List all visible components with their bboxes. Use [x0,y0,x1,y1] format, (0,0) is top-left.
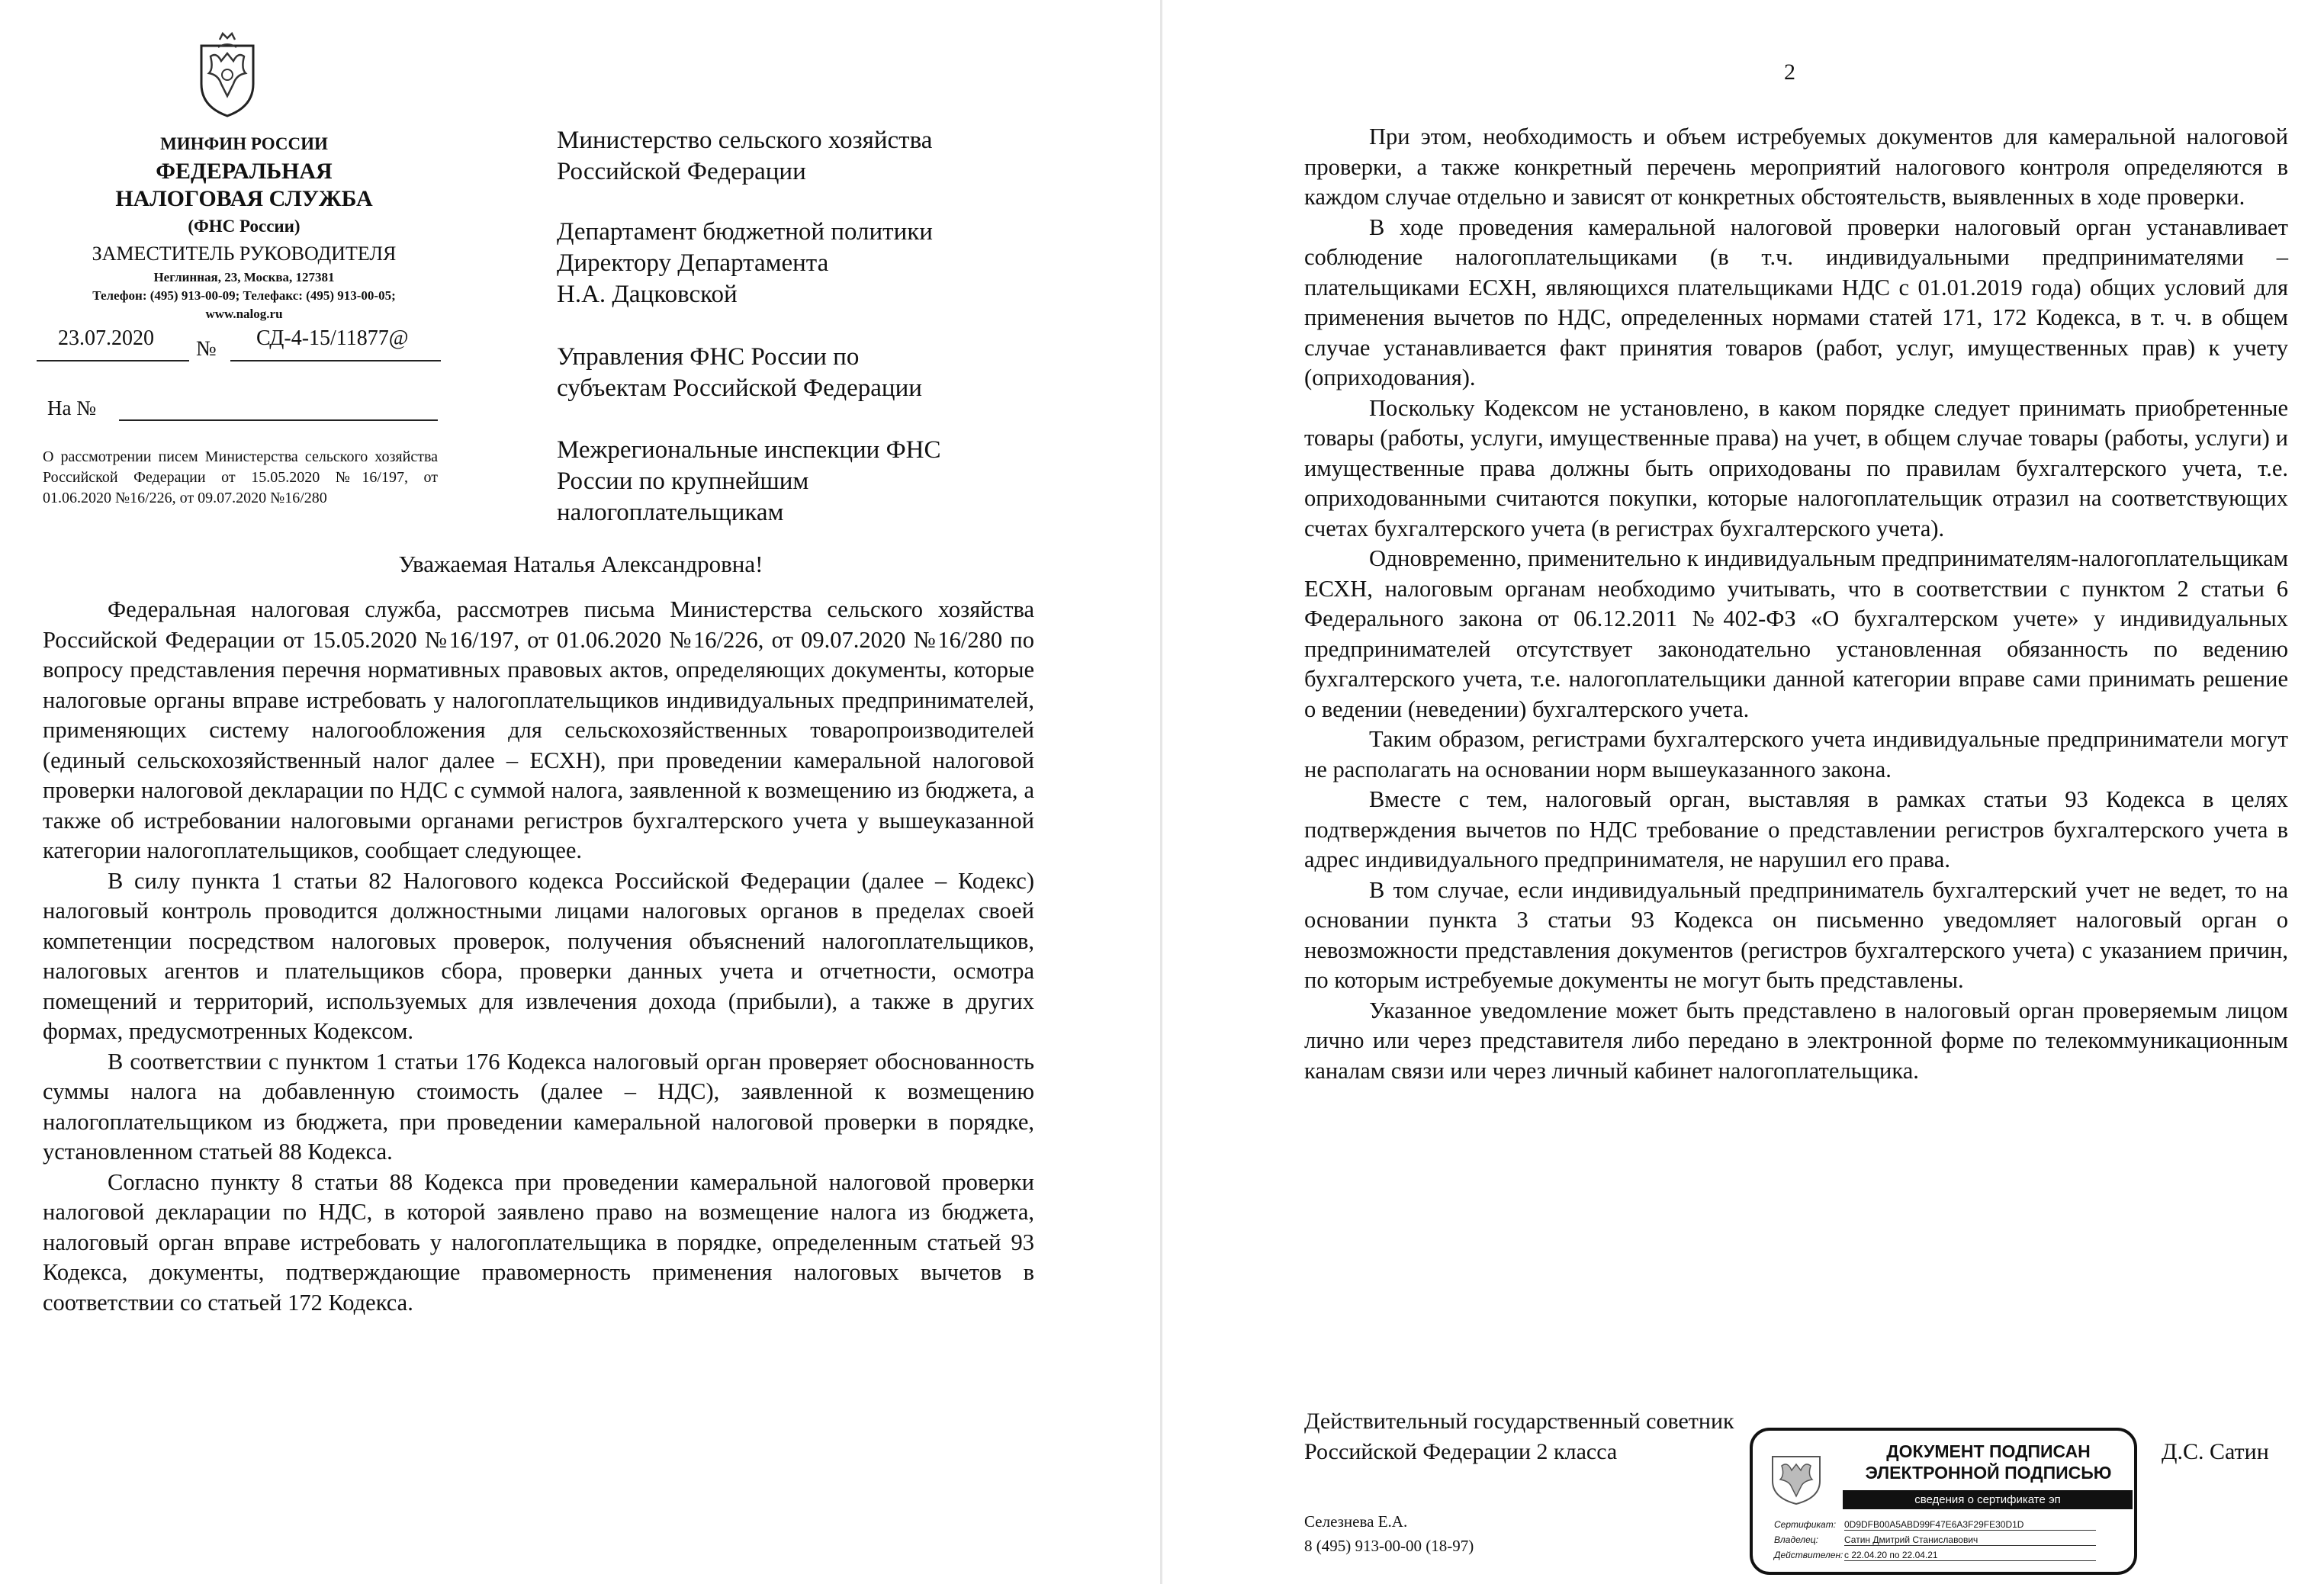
signer-name: Д.С. Сатин [2162,1439,2269,1464]
page-number: 2 [1784,59,1795,85]
paragraph: Таким образом, регистрами бухгалтерского учета индивидуальные предприниматели могут не располагать на основании норм вышеуказанного закона. [1304,726,2288,782]
addressee-interregional-inspections: Межрегиональные инспекции ФНС России по крупнейшим налогоплательщикам [557,436,941,526]
paragraph: В том случае, если индивидуальный предприниматель бухгалтерский учет не ведет, то на основании пункта 3 статьи 93 Кодекса он письменно уведомляет налоговый орган о невозможности представления документов (регистров бухгалтерского учета) с указанием причин, по которым истребуемые документы не могут быть представлены. [1304,876,2288,993]
electronic-signature-stamp [1750,1428,2137,1575]
letter-page-2 [1162,0,2324,1584]
paragraph: Вместе с тем, налоговый орган, выставляя в рамках статьи 93 Кодекса в целях подтверждения вычетов по НДС требование о представлении регистров бухгалтерского учета в адрес индивидуального предпринимателя, не нарушил его права. [1304,786,2288,872]
service-address: Неглинная, 23, Москва, 127381 [153,270,335,284]
executor-name: Селезнева Е.А. [1304,1512,1408,1531]
letter-number: СД-4-15/11877@ [256,326,409,350]
reference-label: На № [47,397,96,419]
stamp-title-line1: ДОКУМЕНТ ПОДПИСАН [1886,1441,2091,1461]
paragraph: Поскольку Кодексом не установлено, в каком порядке следует принимать приобретенные товары (работы, услуги, имущественные права) на учет, в общем случае товары (работы, услуги) и имущественные права должны быть оприходованы по правилам бухгалтерского учета, т.е. оприходованными считаются покупки, которые налогоплательщик отразил на соответствующих счетах бухгалтерского учета (в регистрах бухгалтерского учета). [1304,394,2288,541]
paragraph: Федеральная налоговая служба, рассмотрев письма Министерства сельского хозяйства Российской Федерации от 15.05.2020 №16/197, от 01.06.2020 №16/226, от 09.07.2020 №16/280 по вопросу представления перечня нормативных правовых актов, определяющих документы, которые налоговые органы вправе истребовать у налогоплательщиков индивидуальных предпринимателей, применяющих систему налогообложения для сельскохозяйственных товаропроизводителей (единый сельскохозяйственный налог далее – ЕСХН), при проведении камеральной налоговой проверки налоговой декларации по НДС с суммой налога, заявленной к возмещению из бюджета, а также об истребовании налоговыми органами регистров бухгалтерского учета у вышеуказанной категории налогоплательщиков, сообщает следующее. [43,596,1034,863]
executor-phone: 8 (495) 913-00-00 (18-97) [1304,1537,1474,1555]
paragraph: В ходе проведения камеральной налоговой проверки налоговый орган устанавливает соблюдение налогоплательщиками (в т.ч. индивидуальными предпринимателями – плательщиками ЕСХН, являющихся плательщиками НДС с 01.01.2019 года) общих условий для применения вычетов по НДС, определенных нормами статей 171, 172 Кодекса, в т. ч. в общем случае устанавливается факт принятия товаров (работ, услуг, имущественных прав) к учету (оприходования). [1304,214,2288,390]
addressee-fns-regional: Управления ФНС России по субъектам Российской Федерации [557,343,922,402]
stamp-owner-row: Владелец: Сатин Дмитрий Станиславович [1774,1534,2096,1546]
service-name-line1: ФЕДЕРАЛЬНАЯ [156,159,333,184]
paragraph: Одновременно, применительно к индивидуальным предпринимателям-налогоплательщикам ЕСХН, налоговым органам необходимо учитывать, что в соответствии с пунктом 2 статьи 6 Федерального закона от 06.12.2011 №402-ФЗ «О бухгалтерском учете» у индивидуальных предпринимателей отсутствует законодательно установленная обязанность по ведению бухгалтерского учета, т.е. налогоплательщики данной категории вправе сами принимать решение о ведении (неведении) бухгалтерского учета. [1304,545,2288,722]
letter-body-page-1 [43,595,1034,1318]
stamp-validity-row: Действителен: с 22.04.20 по 22.04.21 [1774,1550,2096,1561]
paragraph: Согласно пункту 8 статьи 88 Кодекса при проведении камеральной налоговой проверки налоговой декларации по НДС, в которой заявлено право на возмещение налога из бюджета, налоговый орган вправе истребовать у налогоплательщика в порядке, определенным статьей 93 Кодекса, документы, подтверждающие правомерность применения налоговых вычетов в соответствии со статьей 172 Кодекса. [43,1168,1034,1316]
emblem-stamp-icon [1766,1446,1826,1507]
letter-body-page-2 [1304,122,2288,1086]
number-underline [230,360,441,361]
paragraph: В силу пункта 1 статьи 82 Налогового кодекса Российской Федерации (далее – Кодекс) налоговый контроль проводится должностными лицами налоговых органов в пределах своей компетенции посредством налоговых проверок, получения объяснений налогоплательщиков, налоговых агентов и плательщиков сбора, проверки данных учета и отчетности, осмотра помещений и территорий, используемых для извлечения дохода (прибыли), а также в других формах, предусмотренных Кодексом. [43,867,1034,1044]
signer-title: Действительный государственный советник Российской Федерации 2 класса [1304,1409,1734,1464]
stamp-certificate-row: Сертификат: 0D9DFB00A5ABD99F47E6A3F29FE30D1D [1774,1519,2096,1531]
paragraph: Указанное уведомление может быть представлено в налоговый орган проверяемым лицом лично или через представителя либо передано в электронной форме по телекоммуникационным каналам связи или через личный кабинет налогоплательщика. [1304,997,2288,1084]
service-phones: Телефон: (495) 913-00-09; Телефакс: (495) 913-00-05; [92,288,396,303]
number-label: № [196,337,217,361]
service-abbreviation: (ФНС России) [188,217,301,236]
letter-date: 23.07.2020 [58,326,154,350]
russian-emblem-icon [195,31,259,119]
ministry-name: МИНФИН РОССИИ [160,134,328,153]
service-name-line2: НАЛОГОВАЯ СЛУЖБА [115,186,373,211]
addressee-budget-department: Департамент бюджетной политики Директору Департамента Н.А. Дацковской [557,218,933,308]
paragraph: При этом, необходимость и объем истребуемых документов для камеральной налоговой проверки, а также конкретный перечень мероприятий налогового контроля определяются в каждом случае отдельно и зависят от конкретных обстоятельств, выявленных в ходе проверки. [1304,124,2288,210]
addressee-agriculture-ministry: Министерство сельского хозяйства Российской Федерации [557,127,933,185]
stamp-title-line2: ЭЛЕКТРОННОЙ ПОДПИСЬЮ [1865,1463,2112,1483]
position-title: ЗАМЕСТИТЕЛЬ РУКОВОДИТЕЛЯ [92,243,397,265]
reference-underline [119,419,438,421]
letter-subject: О рассмотрении писем Министерства сельского хозяйства Российской Федерации от 15.05.2020 №16/197, от 01.06.2020 №16/226, от 09.07.2020 №16/280 [43,448,438,506]
stamp-certificate-bar: сведения о сертификате эп [1843,1490,2133,1509]
date-underline [37,360,189,361]
greeting: Уважаемая Наталья Александровна! [398,551,763,577]
service-website: www.nalog.ru [205,307,283,321]
paragraph: В соответствии с пунктом 1 статьи 176 Кодекса налоговый орган проверяет обоснованность суммы налога на добавленную стоимость (далее – НДС), заявленной к возмещению налогоплательщиком из бюджета, при проведении камеральной налоговой проверки в порядке, установленном статьей 88 Кодекса. [43,1048,1034,1165]
